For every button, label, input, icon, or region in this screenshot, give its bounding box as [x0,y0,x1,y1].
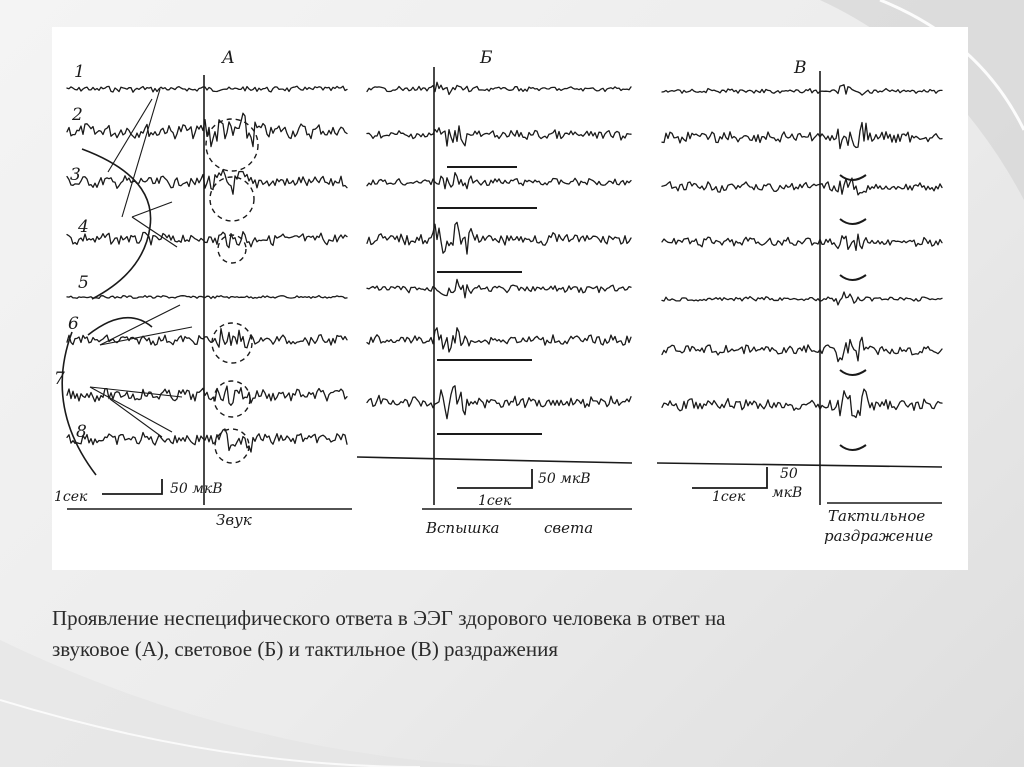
panel-c-trace-6 [662,337,942,361]
panel-c-stimulus-label-2: раздражение [824,527,934,545]
electrode-lead-3 [132,202,172,217]
panel-c-trace-5 [662,292,942,305]
response-circle-1 [206,119,258,171]
panel-b-amp-scale: 50 мкВ [538,471,591,487]
panel-c-trace-7 [662,389,942,417]
panel-c-trace-2 [662,123,942,149]
electrode-lead-1 [122,89,160,217]
panel-a-trace-1 [67,86,347,92]
panel-a-time-scale: 1сек [54,489,88,505]
panel-a-trace-8 [67,429,347,452]
panel-a-amp-scale: 50 мкВ [170,481,223,497]
panel-c-response-arc-1 [840,175,866,180]
channel-number-6: 6 [68,314,79,334]
panel-b-trace-4 [367,222,631,254]
caption-line-2: звуковое (А), световое (Б) и тактильное (В) раздражения [52,637,558,661]
panel-c-trace-4 [662,234,942,250]
panel-b-time-scale: 1сек [478,493,512,509]
panel-b-trace-5 [367,279,631,297]
panel-c-amp-scale-1: 50 [780,466,798,482]
panel-a-stimulus-label: Звук [216,511,252,529]
response-circle-2 [210,177,254,221]
channel-number-2: 2 [72,105,83,125]
panel-c-baseline [657,463,942,467]
electrode-lead-2 [108,99,152,172]
channel-group-bracket-2 [88,318,152,335]
channel-group-bracket-1 [82,149,151,299]
panel-label-c: В [794,58,807,78]
panel-a-trace-3 [67,170,347,195]
panel-c-time-scale: 1сек [712,489,746,505]
panel-c-response-arc-4 [840,370,866,375]
electrode-lead-8 [90,387,172,432]
channel-number-5: 5 [78,273,89,293]
panel-a-trace-5 [67,296,347,299]
electrode-lead-9 [110,399,162,437]
caption-line-1: Проявление неспецифического ответа в ЭЭГ здорового человека в ответ на [52,606,726,630]
panel-c-response-arc-5 [840,445,866,450]
panel-label-a: А [222,48,235,68]
panel-c-response-arc-2 [840,219,866,224]
eeg-figure [52,27,968,570]
panel-b-trace-2 [367,126,631,146]
channel-number-7: 7 [54,369,65,389]
panel-a-trace-6 [67,329,347,348]
panel-b-trace-3 [367,173,631,189]
channel-number-3: 3 [70,165,81,185]
response-circle-5 [214,381,250,417]
panel-c-trace-3 [662,178,942,195]
channel-group-bracket-3 [62,332,96,475]
panel-c-scale-bar [692,467,767,488]
panel-c-stimulus-label-1: Тактильное [828,507,926,525]
panel-c-trace-1 [662,85,942,95]
panel-label-b: Б [480,48,493,68]
channel-number-1: 1 [74,62,85,82]
electrode-lead-5 [100,305,180,345]
panel-b-trace-7 [367,386,631,419]
panel-b-stimulus-label-1: Вспышка [426,519,500,537]
panel-b-trace-6 [367,328,631,352]
panel-a-trace-2 [67,113,347,146]
panel-b-baseline [357,457,632,463]
response-circle-3 [218,235,246,263]
panel-b-scale-bar [457,469,532,488]
panel-a-scale-bar [102,479,162,494]
eeg-recordings-svg [52,27,968,570]
panel-c-amp-scale-2: мкВ [772,485,803,501]
channel-number-8: 8 [76,422,87,442]
channel-number-4: 4 [78,217,89,237]
panel-c-response-arc-3 [840,275,866,280]
panel-a-trace-4 [67,232,347,248]
panel-b-stimulus-label-2: света [544,519,594,537]
slide-caption [52,603,952,665]
response-circle-6 [215,429,249,463]
electrode-lead-6 [100,327,192,345]
panel-b-trace-1 [367,82,631,94]
